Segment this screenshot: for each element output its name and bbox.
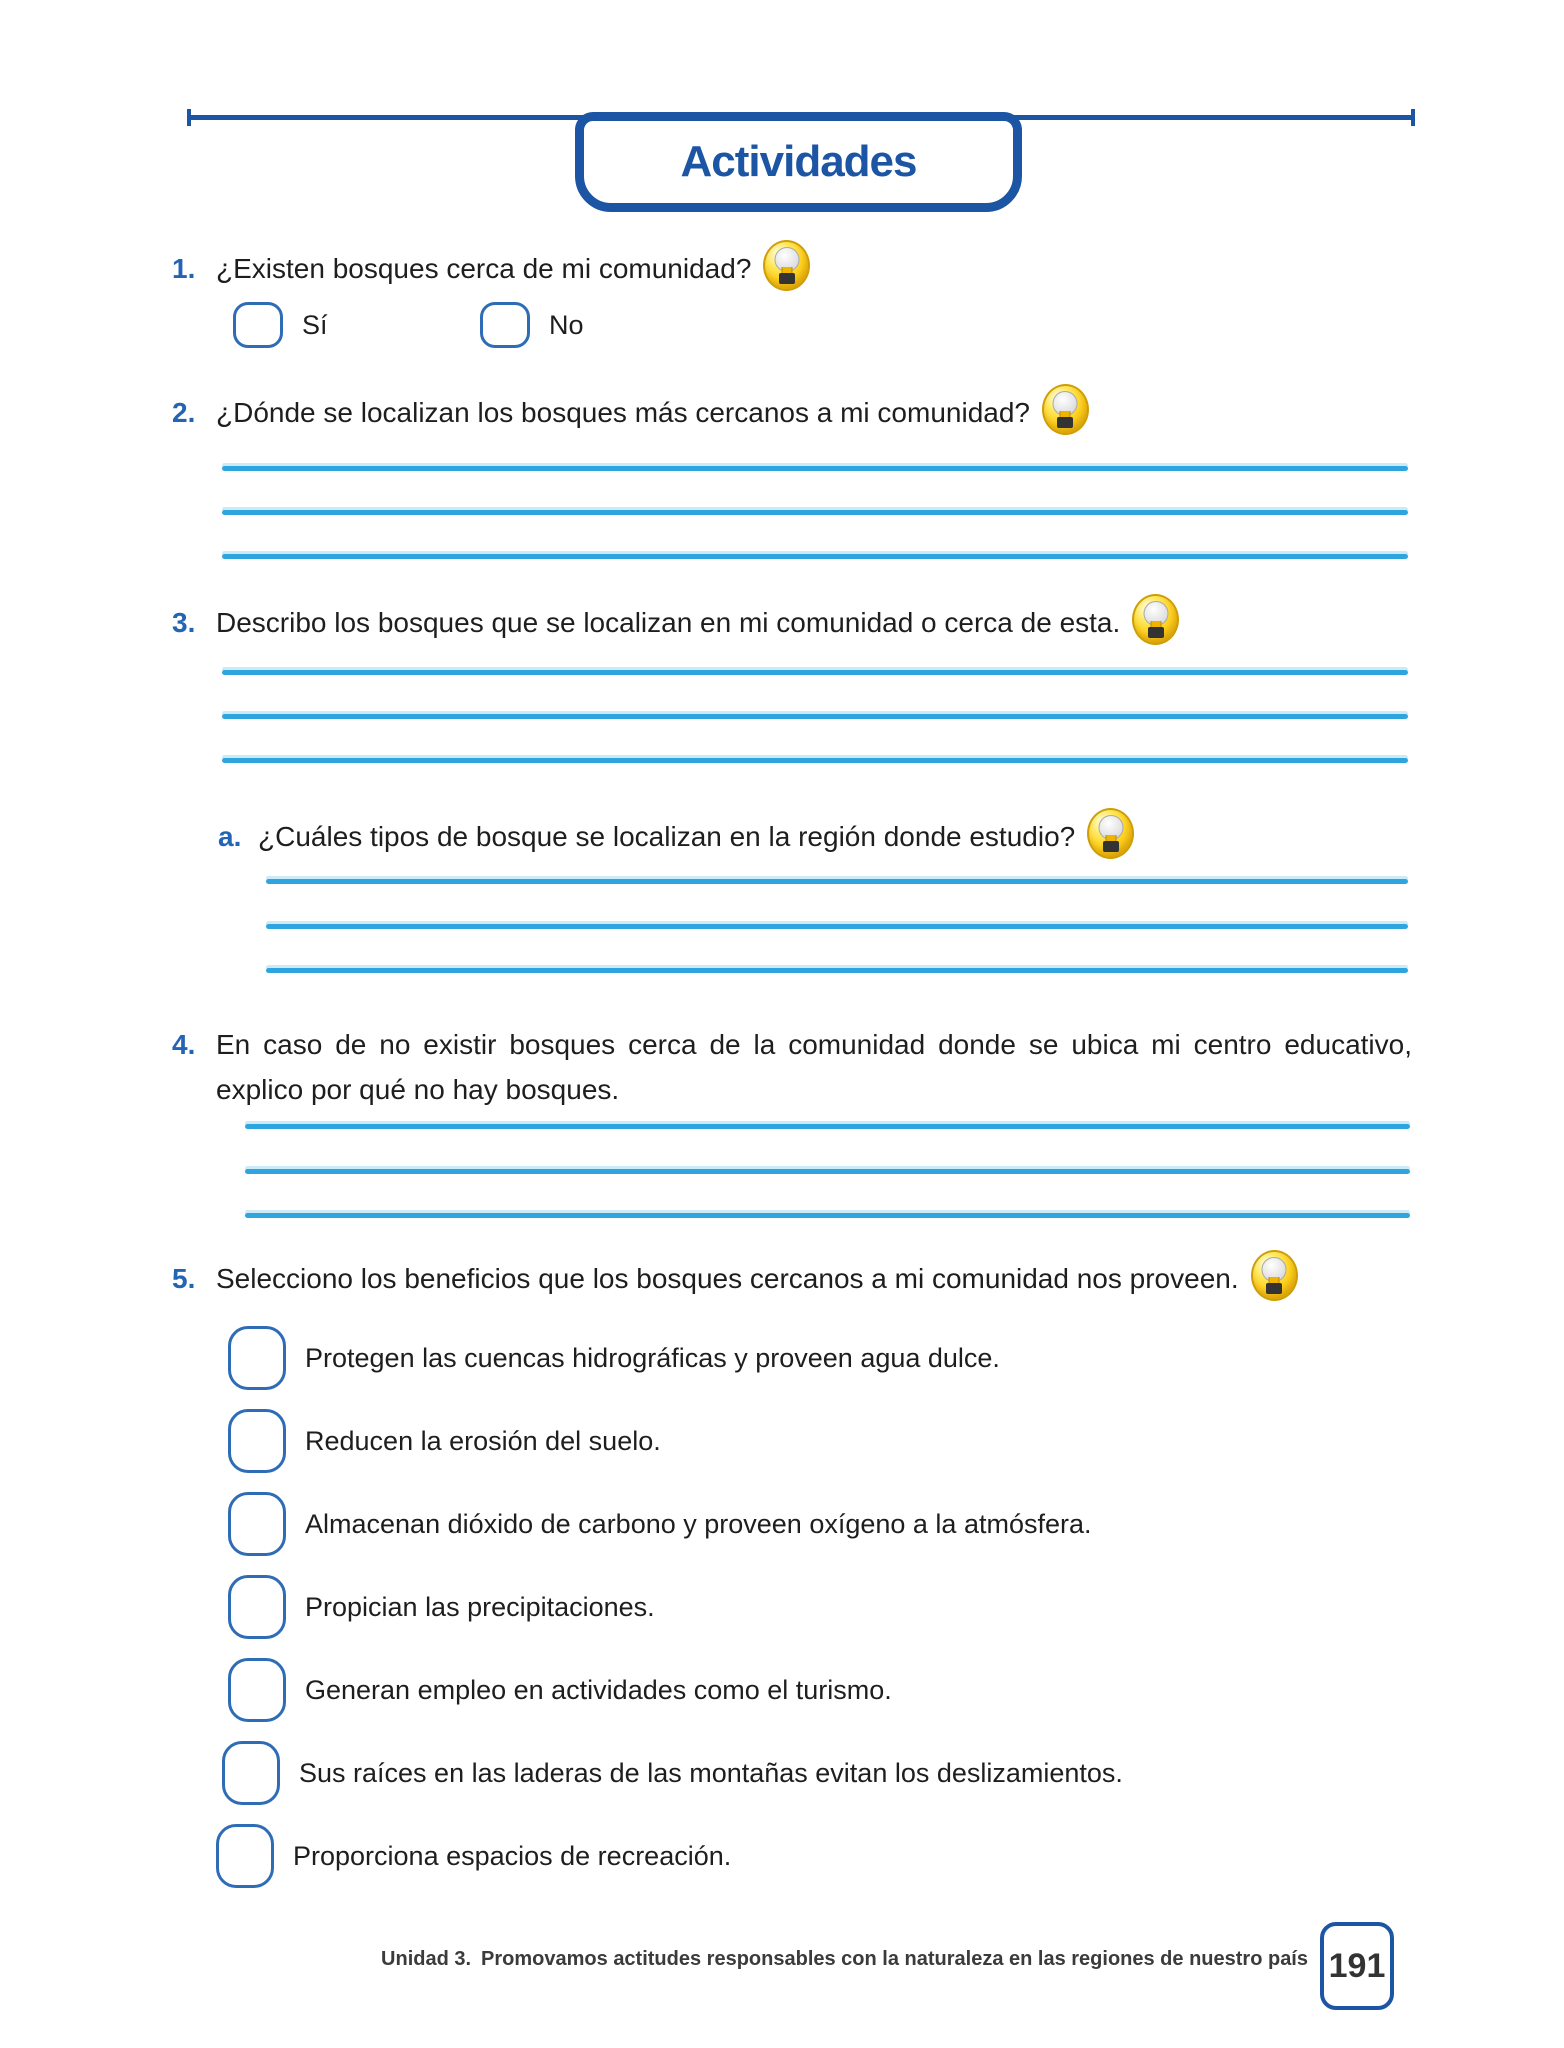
- footer-unit-title: [381, 1948, 1308, 1971]
- option-yes: [233, 302, 328, 348]
- benefit-option-2: [228, 1409, 661, 1473]
- benefit-label: Proporciona espacios de recreación.: [293, 1840, 732, 1871]
- rule-right-tick: [1411, 109, 1415, 126]
- tip-lightbulb-icon: [1251, 1250, 1298, 1301]
- answer-line[interactable]: [245, 1213, 1410, 1218]
- question-1-number: 1.: [172, 253, 196, 284]
- tip-lightbulb-icon: [1087, 808, 1134, 859]
- question-4-text: [216, 1022, 1412, 1112]
- benefit-label: Almacenan dióxido de carbono y proveen oxígeno a la atmósfera.: [305, 1508, 1092, 1539]
- page-number-box: [1320, 1922, 1394, 2010]
- benefit-label: Propician las precipitaciones.: [305, 1591, 655, 1622]
- answer-line[interactable]: [266, 968, 1408, 973]
- benefit-label: Reducen la erosión del suelo.: [305, 1425, 661, 1456]
- tip-lightbulb-icon: [1132, 594, 1179, 645]
- bulb-stem: [1060, 411, 1071, 426]
- checkbox-yes-label: Sí: [302, 309, 328, 340]
- benefit-label: Generan empleo en actividades como el turismo.: [305, 1674, 892, 1705]
- footer-unit-text: Promovamos actitudes responsables con la naturaleza en las regiones de nuestro país: [481, 1948, 1308, 1970]
- question-5-number: 5.: [172, 1263, 196, 1294]
- answer-line[interactable]: [222, 466, 1408, 471]
- bulb-stem: [781, 267, 792, 282]
- benefit-option-4: [228, 1575, 655, 1639]
- question-3-number: 3.: [172, 607, 196, 638]
- activities-title-box: [575, 112, 1022, 212]
- answer-line[interactable]: [245, 1124, 1410, 1129]
- benefit-option-3: [228, 1492, 1092, 1556]
- benefit-label: Sus raíces en las laderas de las montañas evitan los deslizamientos.: [299, 1757, 1123, 1788]
- footer-unit-label: Unidad 3.: [381, 1948, 472, 1970]
- question-2: [172, 396, 1089, 435]
- page-title: Actividades: [680, 137, 917, 186]
- benefit-option-1: [228, 1326, 1000, 1390]
- benefit-checkbox[interactable]: [222, 1741, 280, 1805]
- question-4-number: 4.: [172, 1029, 196, 1060]
- answer-line[interactable]: [266, 879, 1408, 884]
- question-3: [172, 606, 1179, 645]
- question-5-text: Selecciono los beneficios que los bosques cercanos a mi comunidad nos proveen.: [216, 1263, 1239, 1294]
- benefit-option-5: [228, 1658, 892, 1722]
- option-no: [480, 302, 584, 348]
- benefit-checkbox[interactable]: [228, 1492, 286, 1556]
- benefit-label: Protegen las cuencas hidrográficas y proveen agua dulce.: [305, 1342, 1000, 1373]
- question-4-text-line2: explico por qué no hay bosques.: [216, 1074, 620, 1105]
- question-3a-text: ¿Cuáles tipos de bosque se localizan en la región donde estudio?: [258, 821, 1076, 852]
- answer-line[interactable]: [222, 510, 1408, 515]
- answer-line[interactable]: [222, 670, 1408, 675]
- answer-line[interactable]: [266, 924, 1408, 929]
- tip-lightbulb-icon: [1042, 384, 1089, 435]
- checkbox-yes[interactable]: [233, 302, 283, 348]
- checkbox-no[interactable]: [480, 302, 530, 348]
- answer-line[interactable]: [222, 554, 1408, 559]
- tip-lightbulb-icon: [763, 240, 810, 291]
- question-3a-number: a.: [218, 821, 242, 852]
- question-5: [172, 1262, 1298, 1301]
- question-4: [172, 1022, 1412, 1112]
- checkbox-no-label: No: [549, 309, 584, 340]
- benefit-checkbox[interactable]: [228, 1409, 286, 1473]
- question-2-number: 2.: [172, 397, 196, 428]
- bulb-stem: [1150, 621, 1161, 636]
- question-4-text-line1: En caso de no existir bosques cerca de la comunidad donde se ubica mi centro educativo,: [216, 1029, 1412, 1060]
- page-number: 191: [1328, 1946, 1386, 1985]
- answer-line[interactable]: [222, 758, 1408, 763]
- rule-left-tick: [187, 109, 191, 126]
- answer-line[interactable]: [245, 1169, 1410, 1174]
- question-1-text: ¿Existen bosques cerca de mi comunidad?: [216, 253, 752, 284]
- question-3a: [218, 820, 1134, 859]
- bulb-stem: [1269, 1277, 1280, 1292]
- answer-line[interactable]: [222, 714, 1408, 719]
- benefit-option-7: [216, 1824, 731, 1888]
- benefit-checkbox[interactable]: [228, 1326, 286, 1390]
- question-3-text: Describo los bosques que se localizan en mi comunidad o cerca de esta.: [216, 607, 1121, 638]
- benefit-checkbox[interactable]: [228, 1658, 286, 1722]
- benefit-checkbox[interactable]: [228, 1575, 286, 1639]
- question-1: [172, 252, 810, 291]
- benefit-checkbox[interactable]: [216, 1824, 274, 1888]
- bulb-stem: [1105, 835, 1116, 850]
- question-2-text: ¿Dónde se localizan los bosques más cercanos a mi comunidad?: [216, 397, 1030, 428]
- benefit-option-6: [222, 1741, 1123, 1805]
